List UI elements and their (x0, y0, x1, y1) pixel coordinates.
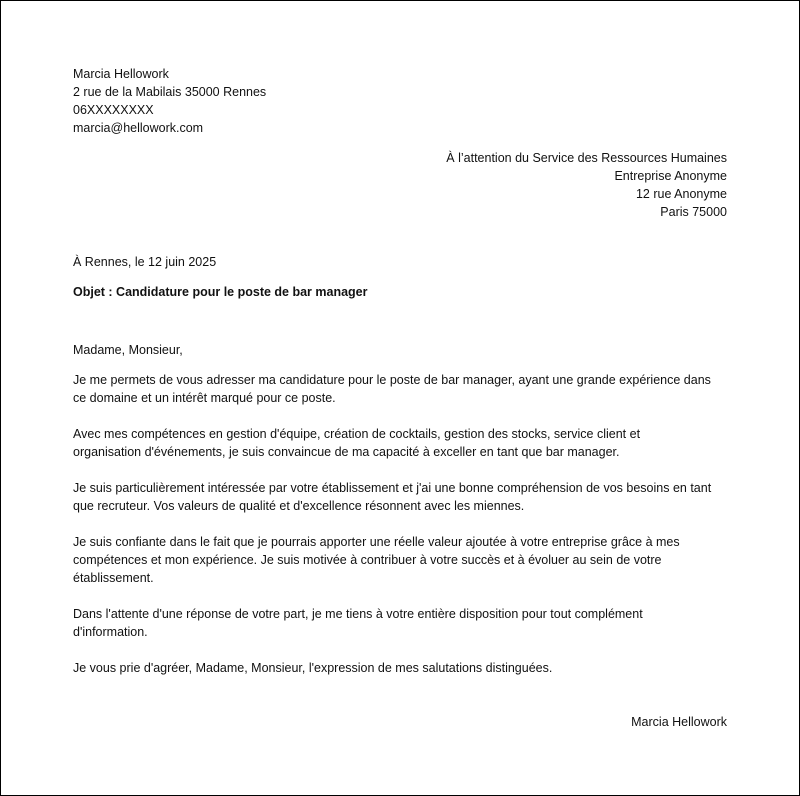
sender-email: marcia@hellowork.com (73, 121, 204, 135)
sender-name: Marcia Hellowork (73, 67, 169, 81)
paragraph-line: Dans l'attente d'une réponse de votre part, je me tiens à votre entière disposition pour tout complément (73, 607, 643, 621)
sender-phone: 06XXXXXXXX (73, 103, 154, 117)
paragraph-line: que recruteur. Vos valeurs de qualité et d'excellence résonnent avec les miennes. (73, 499, 525, 513)
recipient-city: Paris 75000 (660, 205, 727, 219)
recipient-street: 12 rue Anonyme (635, 187, 727, 201)
paragraph (73, 425, 733, 461)
date-line: À Rennes, le 12 juin 2025 (73, 255, 217, 269)
paragraph-line: organisation d'événements, je suis convaincue de ma capacité à exceller en tant que bar manager. (73, 445, 620, 459)
recipient-block (446, 149, 727, 221)
paragraph-line: Je me permets de vous adresser ma candidature pour le poste de bar manager, ayant une grande expérience dans (73, 373, 711, 387)
paragraph (73, 479, 733, 515)
sender-address: 2 rue de la Mabilais 35000 Rennes (73, 85, 267, 99)
paragraph-line: d'information. (73, 625, 148, 639)
paragraph-line: compétences et mon expérience. Je suis motivée à contribuer à votre succès et à évoluer au sein de votre (73, 553, 662, 567)
paragraph-line: établissement. (73, 571, 154, 585)
sender-block (73, 65, 266, 137)
paragraph (73, 533, 733, 587)
paragraph (73, 605, 733, 641)
recipient-attention: À l’attention du Service des Ressources Humaines (446, 151, 727, 165)
paragraph (73, 371, 733, 407)
paragraph-line: Je suis particulièrement intéressée par votre établissement et j'ai une bonne compréhension de vos besoins en tant (73, 481, 712, 495)
paragraph-line: Je suis confiante dans le fait que je pourrais apporter une réelle valeur ajoutée à votre entreprise grâce à mes (73, 535, 680, 549)
signature-name: Marcia Hellowork (631, 715, 727, 729)
paragraph-line: ce domaine et un intérêt marqué pour ce poste. (73, 391, 336, 405)
subject-line: Objet : Candidature pour le poste de bar manager (73, 285, 368, 299)
closing-formula: Je vous prie d'agréer, Madame, Monsieur, l'expression de mes salutations distinguées. (73, 661, 553, 675)
paragraph-line: Avec mes compétences en gestion d'équipe, création de cocktails, gestion des stocks, service client et (73, 427, 641, 441)
recipient-company: Entreprise Anonyme (614, 169, 727, 183)
greeting: Madame, Monsieur, (73, 343, 183, 357)
